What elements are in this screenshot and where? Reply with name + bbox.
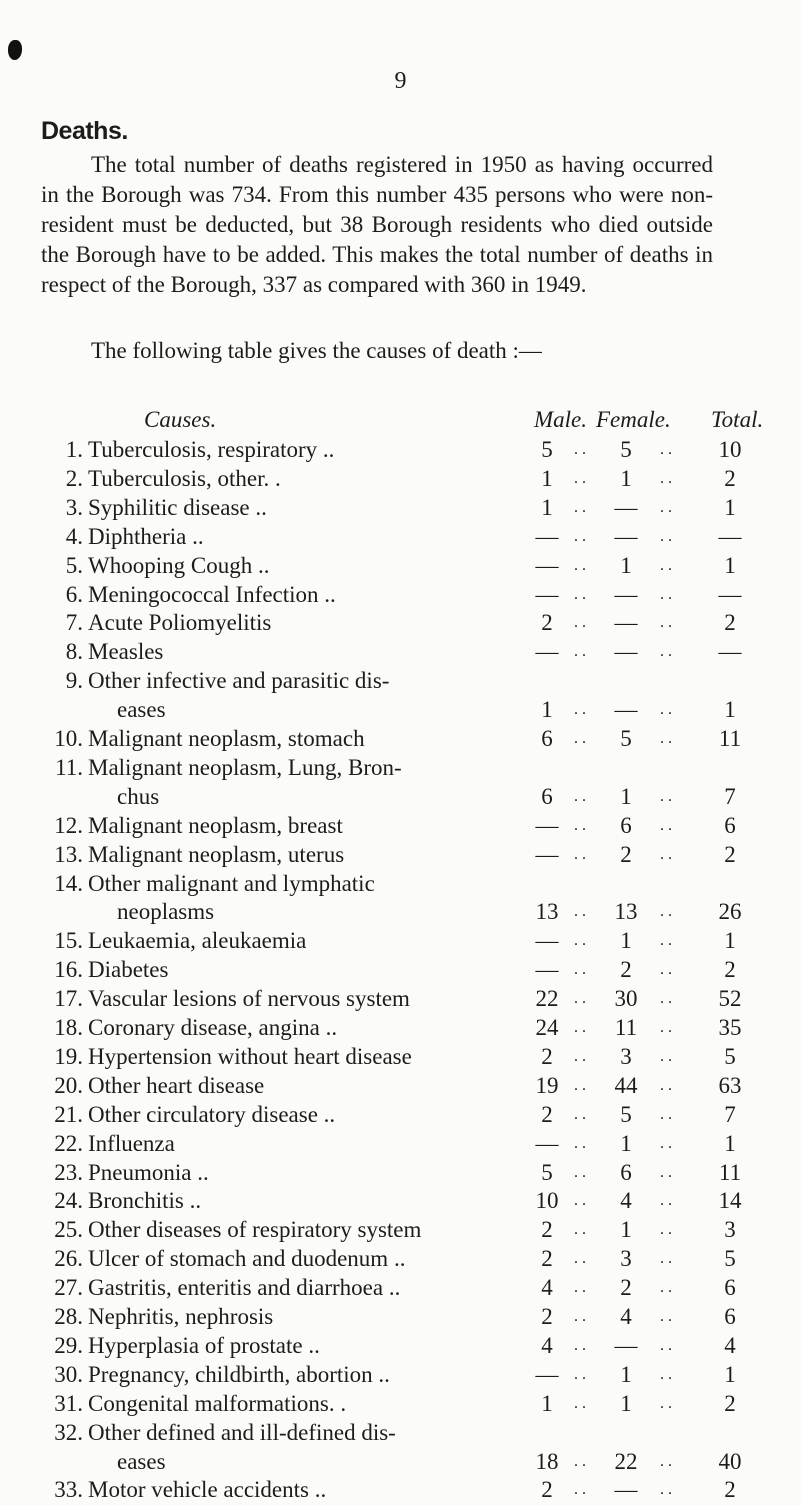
cause-label: Malignant neoplasm, uterus bbox=[88, 841, 345, 867]
total-count: 5 bbox=[724, 1246, 736, 1272]
leader-dots: . . bbox=[574, 469, 586, 487]
row-number: 17. bbox=[54, 986, 83, 1012]
total-count: 2 bbox=[724, 610, 736, 636]
table-row bbox=[0, 637, 801, 667]
table-row-continuation bbox=[0, 695, 801, 725]
row-number: 6. bbox=[65, 581, 83, 607]
leader-dots: . . bbox=[574, 903, 586, 921]
female-count: 1 bbox=[620, 1390, 632, 1416]
female-count: 1 bbox=[620, 928, 632, 954]
female-count: — bbox=[614, 494, 638, 520]
leader-dots: . . bbox=[660, 1019, 672, 1036]
cause-label: Tuberculosis, respiratory .. bbox=[88, 437, 335, 462]
cause-label: Motor vehicle accidents .. bbox=[88, 1477, 327, 1503]
cause-label: Diphtheria .. bbox=[88, 523, 204, 549]
female-count: 1 bbox=[620, 465, 632, 491]
male-count: — bbox=[535, 957, 559, 983]
cause-label: Gastritis, enteritis and diarrhoea .. bbox=[88, 1275, 401, 1301]
row-number: 30. bbox=[54, 1361, 83, 1387]
page-number: 9 bbox=[394, 68, 407, 94]
cause-label: Hypertension without heart disease bbox=[88, 1043, 412, 1069]
female-count: 2 bbox=[620, 841, 632, 867]
section-heading: Deaths. bbox=[41, 117, 128, 145]
row-number: 33. bbox=[54, 1477, 83, 1503]
female-count: 4 bbox=[620, 1188, 632, 1214]
table-row-continuation bbox=[0, 782, 801, 812]
total-count: 11 bbox=[718, 726, 742, 751]
leader-dots: . . bbox=[574, 1134, 586, 1152]
female-count: 11 bbox=[614, 1015, 638, 1040]
table-row bbox=[0, 551, 801, 581]
male-count: 19 bbox=[535, 1072, 559, 1098]
female-count: 3 bbox=[620, 1043, 632, 1069]
total-count: 7 bbox=[724, 1101, 736, 1127]
cause-label: Other malignant and lymphatic bbox=[88, 870, 375, 896]
table-row bbox=[0, 1273, 801, 1303]
cause-label: Whooping Cough .. bbox=[88, 552, 270, 578]
row-number: 31. bbox=[54, 1390, 83, 1416]
table-row bbox=[0, 1042, 801, 1072]
cause-label: Leukaemia, aleukaemia bbox=[88, 928, 307, 954]
table-row bbox=[0, 1186, 801, 1216]
male-count: 2 bbox=[541, 1043, 553, 1069]
total-count: 1 bbox=[724, 697, 736, 723]
total-count: — bbox=[718, 639, 742, 665]
male-count: 2 bbox=[541, 1477, 553, 1503]
row-number: 3. bbox=[65, 494, 83, 520]
total-count: 14 bbox=[718, 1188, 742, 1214]
male-count: — bbox=[535, 1130, 559, 1156]
leader-dots: . . bbox=[574, 1163, 586, 1181]
table-row bbox=[0, 1215, 801, 1245]
total-count: 1 bbox=[724, 494, 736, 520]
table-row bbox=[0, 724, 801, 754]
total-count: 11 bbox=[718, 1159, 742, 1185]
cause-label: Ulcer of stomach and duodenum .. bbox=[88, 1246, 406, 1272]
cause-label: Vascular lesions of nervous system bbox=[88, 986, 410, 1012]
cause-label: Malignant neoplasm, stomach bbox=[88, 726, 365, 751]
leader-dots: . . bbox=[574, 787, 586, 805]
leader-dots: . . bbox=[574, 1192, 586, 1210]
row-number: 25. bbox=[54, 1217, 83, 1243]
total-count: 6 bbox=[724, 1304, 736, 1329]
male-count: 2 bbox=[541, 610, 553, 636]
leader-dots: . . bbox=[574, 556, 586, 574]
leader-dots: . . bbox=[574, 527, 586, 545]
leader-dots: . . bbox=[574, 1452, 586, 1470]
row-number: 29. bbox=[54, 1332, 83, 1358]
leader-dots: . . bbox=[574, 498, 586, 516]
leader-dots: . . bbox=[574, 1221, 586, 1239]
female-count: 1 bbox=[620, 1130, 632, 1156]
leader-dots: . . bbox=[660, 1394, 672, 1412]
leader-dots: . . bbox=[660, 1336, 672, 1354]
female-count: 3 bbox=[620, 1246, 632, 1272]
female-count: — bbox=[614, 1332, 638, 1358]
total-count: 2 bbox=[724, 957, 736, 983]
total-count: — bbox=[718, 523, 742, 549]
female-count: 22 bbox=[614, 1448, 638, 1474]
total-count: 52 bbox=[718, 986, 742, 1012]
male-count: 24 bbox=[535, 1015, 559, 1040]
row-number: 12. bbox=[54, 812, 83, 838]
table-row bbox=[0, 1100, 801, 1130]
male-count: — bbox=[535, 1361, 559, 1387]
total-count: — bbox=[718, 581, 742, 607]
table-row bbox=[0, 1360, 801, 1390]
cause-label: Syphilitic disease .. bbox=[88, 494, 267, 520]
row-number: 19. bbox=[54, 1043, 83, 1069]
row-number: 14. bbox=[54, 870, 83, 896]
table-header bbox=[0, 405, 801, 435]
intro-paragraph: The total number of deaths registered in 1950 as having occurred in the Borough was 734. From this number 435 persons who were non-resident must be deducted, but 38 Borough residents who died outside the Borough have to be added. This makes the total number of deaths in respect of the Borough, 337 as compared with 360 in 1949. bbox=[41, 152, 713, 297]
leader-dots: . . bbox=[660, 1105, 672, 1123]
leader-dots: . . bbox=[660, 932, 672, 950]
female-count: 1 bbox=[620, 552, 632, 578]
female-count: 6 bbox=[620, 1159, 632, 1185]
total-count: 40 bbox=[718, 1448, 742, 1474]
leader-dots: . . bbox=[660, 1365, 672, 1383]
cause-label: Pneumonia .. bbox=[88, 1159, 209, 1185]
cause-label: Nephritis, nephrosis bbox=[88, 1304, 274, 1329]
leader-dots: . . bbox=[574, 961, 586, 979]
table-row-continuation bbox=[0, 897, 801, 927]
leader-dots: . . bbox=[660, 614, 672, 632]
cause-label: Tuberculosis, other. . bbox=[88, 465, 281, 491]
table-row bbox=[0, 840, 801, 870]
header-total: Total. bbox=[711, 407, 764, 432]
table-row-continuation bbox=[0, 1447, 801, 1477]
row-number: 23. bbox=[54, 1159, 83, 1185]
row-number: 16. bbox=[54, 957, 83, 983]
table-row bbox=[0, 869, 801, 899]
male-count: 2 bbox=[541, 1101, 553, 1127]
table-row bbox=[0, 1244, 801, 1274]
table-row bbox=[0, 464, 801, 494]
row-number: 27. bbox=[54, 1275, 83, 1301]
total-count: 2 bbox=[724, 841, 736, 867]
female-count: 4 bbox=[620, 1304, 632, 1329]
table-row bbox=[0, 1418, 801, 1448]
total-count: 2 bbox=[724, 1390, 736, 1416]
male-count: — bbox=[535, 523, 559, 549]
total-count: 10 bbox=[718, 437, 742, 462]
ink-blot bbox=[8, 40, 22, 60]
total-count: 63 bbox=[718, 1072, 742, 1098]
female-count: 5 bbox=[620, 437, 632, 462]
table-row bbox=[0, 580, 801, 610]
row-number: 5. bbox=[65, 552, 83, 578]
leader-dots: . . bbox=[574, 1047, 586, 1065]
leader-dots: . . bbox=[574, 1394, 586, 1412]
total-count: 1 bbox=[724, 928, 736, 954]
cause-label: Other infective and parasitic dis- bbox=[88, 668, 390, 694]
female-count: 1 bbox=[620, 1361, 632, 1387]
leader-dots: . . bbox=[660, 527, 672, 545]
male-count: — bbox=[535, 639, 559, 665]
male-count: — bbox=[535, 928, 559, 954]
row-number: 8. bbox=[65, 639, 83, 665]
table-row bbox=[0, 1331, 801, 1361]
row-number: 9. bbox=[65, 668, 83, 694]
total-count: 26 bbox=[718, 899, 742, 925]
male-count: 1 bbox=[541, 494, 553, 520]
table-intro: The following table gives the causes of death :— bbox=[91, 338, 542, 363]
male-count: 1 bbox=[541, 1390, 553, 1416]
cause-label-continuation: chus bbox=[117, 783, 160, 809]
leader-dots: . . bbox=[660, 903, 672, 921]
cause-label: Other diseases of respiratory system bbox=[88, 1217, 422, 1243]
row-number: 7. bbox=[65, 610, 83, 636]
row-number: 13. bbox=[54, 841, 83, 867]
male-count: 4 bbox=[541, 1332, 553, 1358]
row-number: 18. bbox=[54, 1015, 83, 1040]
total-count: 4 bbox=[724, 1332, 736, 1358]
male-count: 5 bbox=[541, 437, 553, 462]
male-count: 5 bbox=[541, 1159, 553, 1185]
total-count: 35 bbox=[718, 1015, 742, 1040]
row-number: 4. bbox=[65, 523, 83, 549]
male-count: 6 bbox=[541, 726, 553, 751]
leader-dots: . . bbox=[574, 1308, 586, 1325]
row-number: 21. bbox=[54, 1101, 83, 1127]
leader-dots: . . bbox=[660, 498, 672, 516]
total-count: 1 bbox=[724, 552, 736, 578]
table-row bbox=[0, 493, 801, 523]
leader-dots: . . bbox=[660, 961, 672, 979]
table-row bbox=[0, 1302, 801, 1332]
leader-dots: . . bbox=[660, 787, 672, 805]
male-count: 4 bbox=[541, 1275, 553, 1301]
total-count: 6 bbox=[724, 812, 736, 838]
table-row bbox=[0, 753, 801, 783]
leader-dots: . . bbox=[574, 1365, 586, 1383]
leader-dots: . . bbox=[660, 1279, 672, 1297]
leader-dots: . . bbox=[660, 1076, 672, 1094]
male-count: 1 bbox=[541, 465, 553, 491]
female-count: 13 bbox=[614, 899, 638, 925]
leader-dots: . . bbox=[660, 1308, 672, 1325]
female-count: 6 bbox=[620, 812, 632, 838]
table-row bbox=[0, 1071, 801, 1101]
row-number: 20. bbox=[54, 1072, 83, 1098]
male-count: 2 bbox=[541, 1217, 553, 1243]
row-number: 32. bbox=[54, 1419, 83, 1445]
male-count: 6 bbox=[541, 783, 553, 809]
male-count: — bbox=[535, 841, 559, 867]
leader-dots: . . bbox=[574, 614, 586, 632]
cause-label: Malignant neoplasm, Lung, Bron- bbox=[88, 754, 402, 780]
leader-dots: . . bbox=[660, 1250, 672, 1268]
table-row bbox=[0, 1475, 801, 1505]
header-female: Female. bbox=[596, 407, 671, 432]
leader-dots: . . bbox=[574, 932, 586, 950]
table-row bbox=[0, 1158, 801, 1188]
cause-label: Measles bbox=[88, 639, 164, 665]
cause-label: Influenza bbox=[88, 1130, 175, 1156]
leader-dots: . . bbox=[660, 1163, 672, 1181]
cause-label: Other defined and ill-defined dis- bbox=[88, 1419, 396, 1445]
leader-dots: . . bbox=[574, 1481, 586, 1499]
male-count: 1 bbox=[541, 697, 553, 723]
table-row bbox=[0, 1013, 801, 1043]
leader-dots: . . bbox=[574, 990, 586, 1008]
header-male: Male. bbox=[534, 407, 588, 432]
total-count: 7 bbox=[724, 783, 736, 809]
cause-label: Bronchitis .. bbox=[88, 1188, 202, 1214]
leader-dots: . . bbox=[660, 441, 672, 458]
female-count: 1 bbox=[620, 783, 632, 809]
cause-label: Congenital malformations. . bbox=[88, 1390, 347, 1416]
row-number: 22. bbox=[54, 1130, 83, 1156]
leader-dots: . . bbox=[660, 1134, 672, 1152]
table-row bbox=[0, 1129, 801, 1159]
female-count: — bbox=[614, 581, 638, 607]
leader-dots: . . bbox=[660, 701, 672, 719]
header-causes: Causes. bbox=[144, 407, 217, 432]
male-count: 2 bbox=[541, 1304, 553, 1329]
table-row bbox=[0, 522, 801, 552]
table-row bbox=[0, 984, 801, 1014]
cause-label: Meningococcal Infection .. bbox=[88, 581, 336, 607]
male-count: 2 bbox=[541, 1246, 553, 1272]
table-row bbox=[0, 666, 801, 696]
leader-dots: . . bbox=[660, 845, 672, 863]
cause-label-continuation: neoplasms bbox=[117, 899, 215, 925]
leader-dots: . . bbox=[574, 1076, 586, 1094]
table-row bbox=[0, 926, 801, 956]
cause-label: Malignant neoplasm, breast bbox=[88, 812, 343, 838]
leader-dots: . . bbox=[574, 1279, 586, 1297]
cause-label: Pregnancy, childbirth, abortion .. bbox=[88, 1361, 390, 1387]
male-count: 13 bbox=[535, 899, 559, 925]
leader-dots: . . bbox=[574, 816, 586, 834]
total-count: 3 bbox=[724, 1217, 736, 1243]
leader-dots: . . bbox=[574, 845, 586, 863]
female-count: 30 bbox=[614, 986, 638, 1012]
male-count: — bbox=[535, 581, 559, 607]
table-row bbox=[0, 608, 801, 638]
leader-dots: . . bbox=[574, 1250, 586, 1268]
female-count: — bbox=[614, 523, 638, 549]
table-row bbox=[0, 1389, 801, 1419]
female-count: 5 bbox=[620, 726, 632, 751]
leader-dots: . . bbox=[660, 469, 672, 487]
leader-dots: . . bbox=[660, 730, 672, 747]
row-number: 15. bbox=[54, 928, 83, 954]
cause-label: Diabetes bbox=[88, 957, 169, 983]
female-count: 5 bbox=[620, 1101, 632, 1127]
leader-dots: . . bbox=[660, 1192, 672, 1210]
male-count: — bbox=[535, 812, 559, 838]
table-row bbox=[0, 435, 801, 465]
cause-label-continuation: eases bbox=[117, 697, 166, 723]
female-count: — bbox=[614, 1477, 638, 1503]
leader-dots: . . bbox=[574, 1019, 586, 1036]
leader-dots: . . bbox=[574, 585, 586, 603]
leader-dots: . . bbox=[660, 643, 672, 661]
total-count: 6 bbox=[724, 1275, 736, 1301]
row-number: 26. bbox=[54, 1246, 83, 1272]
female-count: 1 bbox=[620, 1217, 632, 1243]
leader-dots: . . bbox=[574, 643, 586, 661]
female-count: — bbox=[614, 697, 638, 723]
row-number: 2. bbox=[65, 465, 83, 491]
table-row bbox=[0, 811, 801, 841]
leader-dots: . . bbox=[660, 1452, 672, 1470]
cause-label: Acute Poliomyelitis bbox=[88, 610, 272, 636]
leader-dots: . . bbox=[574, 1105, 586, 1123]
total-count: 2 bbox=[724, 1477, 736, 1503]
cause-label-continuation: eases bbox=[117, 1448, 166, 1474]
row-number: 24. bbox=[54, 1188, 83, 1214]
female-count: 44 bbox=[614, 1072, 638, 1098]
leader-dots: . . bbox=[660, 816, 672, 834]
row-number: 11. bbox=[55, 754, 83, 780]
leader-dots: . . bbox=[574, 1336, 586, 1354]
female-count: — bbox=[614, 639, 638, 665]
male-count: — bbox=[535, 552, 559, 578]
leader-dots: . . bbox=[660, 1047, 672, 1065]
leader-dots: . . bbox=[660, 990, 672, 1008]
cause-label: Other heart disease bbox=[88, 1072, 265, 1098]
leader-dots: . . bbox=[660, 1221, 672, 1239]
female-count: — bbox=[614, 610, 638, 636]
male-count: 18 bbox=[535, 1448, 559, 1474]
female-count: 2 bbox=[620, 1275, 632, 1301]
total-count: 2 bbox=[724, 465, 736, 491]
leader-dots: . . bbox=[574, 730, 586, 747]
leader-dots: . . bbox=[574, 701, 586, 719]
row-number: 1. bbox=[65, 437, 83, 462]
table-row bbox=[0, 955, 801, 985]
total-count: 5 bbox=[724, 1043, 736, 1069]
female-count: 2 bbox=[620, 957, 632, 983]
total-count: 1 bbox=[724, 1130, 736, 1156]
row-number: 28. bbox=[54, 1304, 83, 1329]
cause-label: Other circulatory disease .. bbox=[88, 1101, 336, 1127]
cause-label: Coronary disease, angina .. bbox=[88, 1015, 338, 1040]
leader-dots: . . bbox=[574, 441, 586, 458]
leader-dots: . . bbox=[660, 556, 672, 574]
leader-dots: . . bbox=[660, 1481, 672, 1499]
leader-dots: . . bbox=[660, 585, 672, 603]
male-count: 10 bbox=[535, 1188, 559, 1214]
cause-label: Hyperplasia of prostate .. bbox=[88, 1332, 320, 1358]
male-count: 22 bbox=[535, 986, 559, 1012]
row-number: 10. bbox=[54, 726, 83, 751]
total-count: 1 bbox=[724, 1361, 736, 1387]
